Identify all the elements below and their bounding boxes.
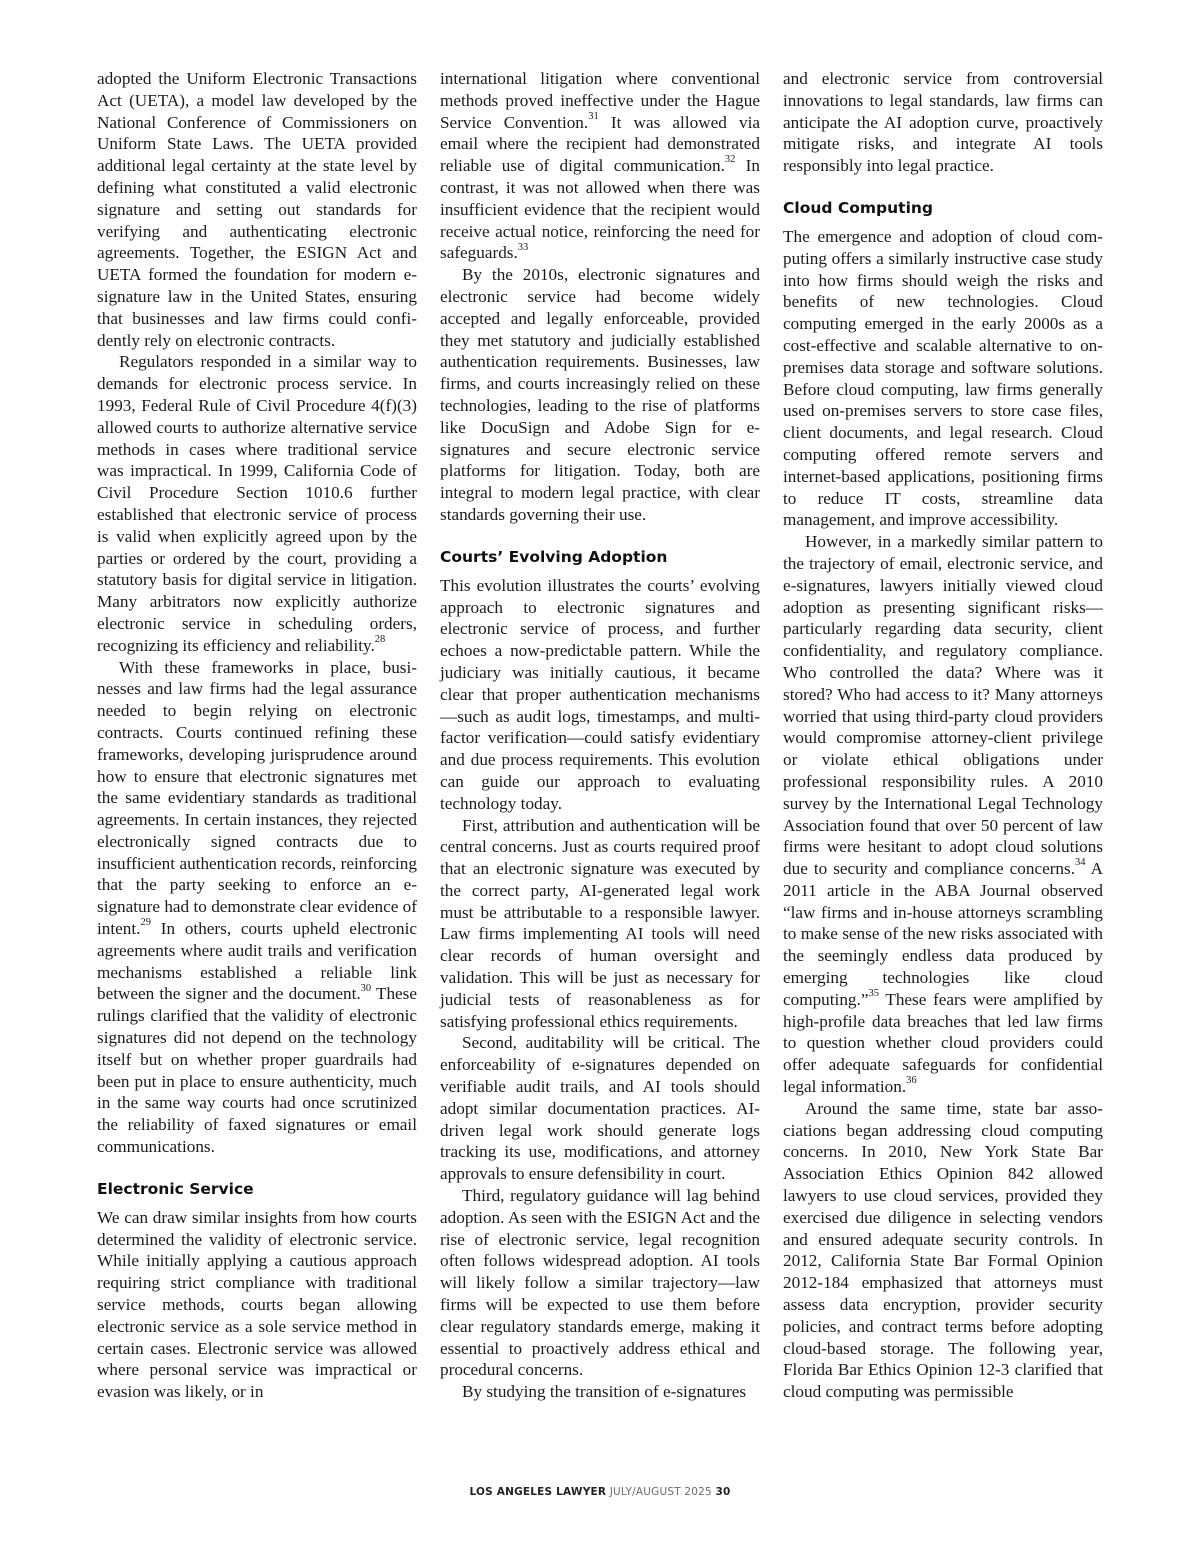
paragraph [783,68,1103,177]
paragraph-text: international litigation where conventional methods proved ineffective under the Hague Service Convention. [440,69,760,132]
column-right [783,68,1103,1403]
paragraph-text: Third, regulatory guidance will lag behind adoption. As seen with the ESIGN Act and the rise of electronic service, legal recognition often follows widespread adoption. AI tools will likely follow a similar trajectory—law firms will be expected to use them before clear regulatory standards emerge, making it essential to proactively address ethical and procedural concerns. [440,1186,760,1380]
footnote-ref: 35 [868,988,879,1000]
paragraph-text: Regulators responded in a similar way to demands for electronic process service. In 1993, Federal Rule of Civil Procedure 4(f)(3) allowed courts to authorize alternative service methods in cases where traditional service was impractical. In 1999, California Code of Civil Procedure Section 1010.6 further established that electronic service of process is valid when explicitly agreed upon by the parties or ordered by the court, providing a statutory basis for digital service in litigation. Many arbitrators now explicitly authorize electronic service in scheduling orders, recognizing its efficiency and reliability. [97,352,417,655]
paragraph [440,815,760,1033]
footnote-ref: 34 [1075,857,1086,869]
footnote-ref: 29 [140,917,151,929]
paragraph [440,264,760,526]
paragraph-text: With these frameworks in place, businesses and law firms had the legal assurance needed to begin relying on electronic contracts. Courts continued refining these frameworks, developing jurisprudence around how to ensure that electronic signatures met the same evidentiary standards as traditional agreements. In certain instances, they rejected electronically signed contracts due to insufficient authentication records, reinforcing that the party seeking to enforce an e-signature had to demonstrate clear evidence of intent. [97,657,417,939]
section-heading-cloud-computing: Cloud Computing [783,198,934,217]
issue-date: JULY/AUGUST 2025 [609,1486,712,1498]
footnote-ref: 36 [906,1075,917,1087]
section-heading-courts-evolving-adoption: Courts’ Evolving Adoption [440,547,668,566]
paragraph-text: A 2011 article in the ABA Journal observed “law firms and in-house attorneys scrambling to make sense of the new risks associated with the seemingly endless data produced by emerging technologies like cloud computing.” [783,859,1103,1009]
paragraph [783,226,1103,531]
paragraph-text: This evolution illustrates the courts’ evolving approach to electronic signatures and electronic service of process, and further echoes a now-predictable pattern. While the judiciary was initially cautious, it became clear that proper authentication mechanisms—such as audit logs, timestamps, and multi-factor verification—could satisfy evidentiary and due process requirements. This evolution can guide our approach to evaluating technology today. [440,575,760,813]
paragraph [97,68,417,351]
paragraph-text: These fears were amplified by high-profile data breaches that led law firms to question whether cloud providers could offer adequate safeguards for confidential legal information. [783,989,1103,1097]
footnote-ref: 33 [517,241,529,253]
paragraph-text: and electronic service from controversial innovations to legal standards, law firms can anticipate the AI adoption curve, proactively mitigate risks, and integrate AI tools responsibly into legal practice. [783,69,1103,176]
page-number: 30 [715,1486,731,1498]
paragraph [97,657,417,1158]
paragraph-text: In others, courts upheld electronic agreements where audit trails and verification mechanisms established a reliable link between the signer and the document. [97,919,417,1004]
paragraph-text: First, attribution and authentication will be central concerns. Just as courts required proof that an electronic signature was executed by the correct party, AI-generated legal work must be attributable to a responsible lawyer. Law firms implementing AI tools will need clear records of human oversight and validation. This will be just as necessary for judicial tests of reasonableness as for satisfying professional ethics requirements. [440,815,760,1031]
footnote-ref: 32 [724,154,736,166]
publication-name: LOS ANGELES LAWYER [469,1486,607,1498]
paragraph-text: It was allowed via email where the recipient had demonstrated reliable use of digital communication. [440,112,760,176]
paragraph [440,1185,760,1381]
paragraph [97,351,417,656]
paragraph [97,1207,417,1403]
column-left [97,68,417,1403]
paragraph [440,1032,760,1185]
paragraph [783,531,1103,1098]
paragraph [440,1381,760,1403]
paragraph-text: These rulings clarified that the validity of electronic signatures did not depend on the technology itself but on whether proper guardrails had been put in place to ensure authenticity, much in the same way courts had once scrutinized the reliability of faxed signatures or email communications. [97,984,418,1157]
paragraph-text: Around the same time, state bar associations began addressing cloud computing concerns. In 2010, New York State Bar Association Ethics Opinion 842 allowed lawyers to use cloud services, provided they exercised due diligence in selecting vendors and ensured adequate security controls. In 2012, California State Bar Formal Opinion 2012-184 emphasized that attorneys must assess data encryption, provider security policies, and contract terms before adopting cloud-based storage. The following year, Florida Bar Ethics Opinion 12-3 clarified that cloud computing was permissible [783,1098,1103,1402]
paragraph-text: Second, auditability will be critical. The enforceability of e-signatures depended on verifiable audit trails, and AI tools should adopt similar documentation practices. AI-driven legal work should generate logs tracking its use, modifications, and attorney approvals to ensure defensibility in court. [440,1033,760,1184]
paragraph [440,575,760,815]
paragraph-text: By studying the transition of e-signatures [462,1382,747,1402]
paragraph-text: We can draw similar insights from how courts determined the validity of electronic service. While initially applying a cautious approach requiring strict compliance with traditional service methods, courts began allowing electronic service as a sole service method in certain cases. Electronic service was allowed where personal service was impractical or evasion was likely, or in [97,1207,417,1402]
footnote-ref: 28 [374,633,386,645]
paragraph-text: By the 2010s, electronic signatures and electronic service had become widely accepted and legally enforceable, provided they met statutory and judicially established authentication requirements. Businesses, law firms, and courts increasingly relied on these technologies, leading to the rise of platforms like DocuSign and Adobe Sign for e-signatures and secure electronic service platforms for litigation. Today, both are integral to modern legal practice, with clear standards governing their use. [440,265,760,524]
column-middle [440,68,760,1403]
page-footer [0,1486,1200,1498]
footnote-ref: 31 [588,110,599,122]
paragraph [783,1098,1103,1403]
paragraph-text: The emergence and adoption of cloud computing offers a similarly instructive case study into how firms should weigh the risks and benefits of new technologies. Cloud computing emerged in the early 2000s as a cost-effective and scalable alternative to on-premises data storage and software solutions. Before cloud computing, law firms generally used on-premises servers to store case files, client documents, and legal research. Cloud computing offered remote servers and internet-based applications, positioning firms to reduce IT costs, streamline data management, and improve accessibility. [783,226,1103,530]
section-heading-electronic-service: Electronic Service [97,1179,254,1198]
paragraph [440,68,760,264]
paragraph-text: adopted the Uniform Electronic Transactions Act (UETA), a model law developed by the National Conference of Commissioners on Uniform State Laws. The UETA provided additional legal certainty at the state level by defining what constituted a valid electronic signature and setting out standards for verifying and authenticating electronic agreements. Together, the ESIGN Act and UETA formed the foundation for modern e-signature law in the United States, ensuring that businesses and law firms could confidently rely on electronic contracts. [97,69,417,350]
paragraph-text: In contrast, it was not allowed when there was insufficient evidence that the recipient would receive actual notice, reinforcing the need for safeguards. [440,156,760,263]
paragraph-text: However, in a markedly similar pattern to the trajectory of email, electronic service, and e-signatures, lawyers initially viewed cloud adoption as presenting significant risks—particularly regarding data security, client confidentiality, and regulatory compliance. Who controlled the data? Where was it stored? Who had access to it? Many attorneys worried that using third-party cloud providers would compromise attorney-client privilege or violate ethical obligations under professional responsibility rules. A 2010 survey by the International Legal Technology Association found that over 50 percent of law firms were hesitant to adopt cloud solutions due to security and compliance concerns. [783,532,1103,879]
footnote-ref: 30 [360,982,372,994]
